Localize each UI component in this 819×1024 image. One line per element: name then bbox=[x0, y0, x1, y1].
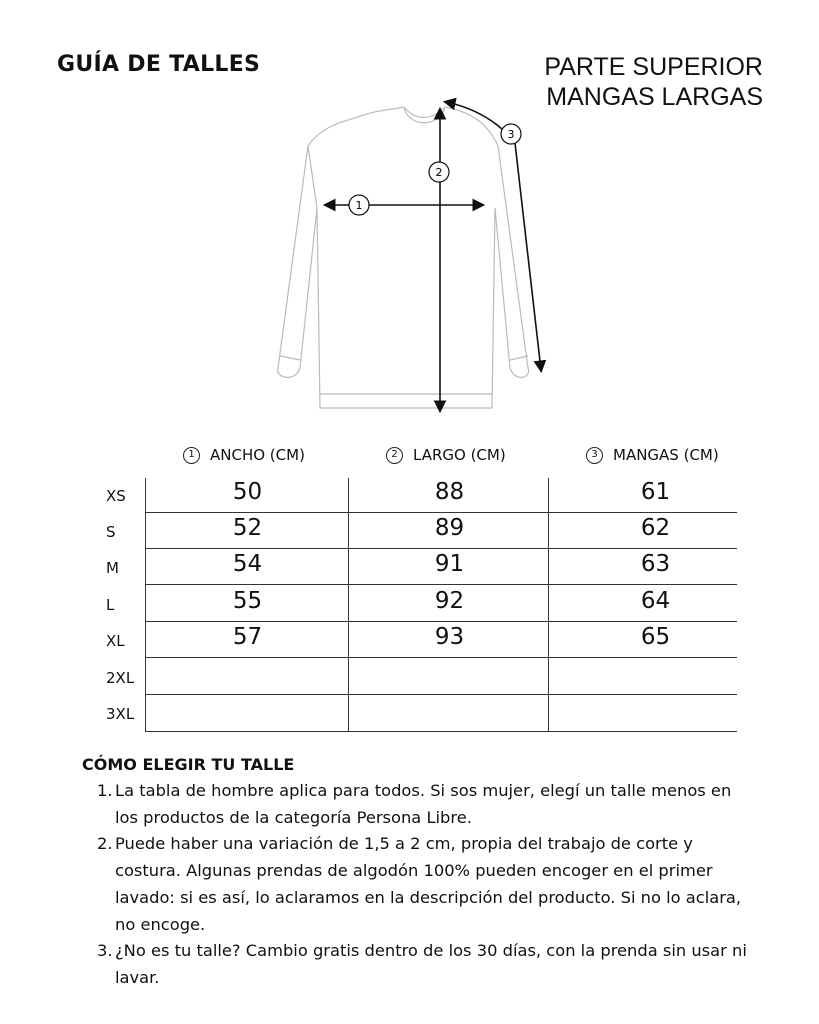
column-label-largo: LARGO (CM) bbox=[413, 446, 506, 464]
column-label-mangas: MANGAS (CM) bbox=[613, 446, 719, 464]
size-label: L bbox=[106, 596, 115, 614]
value-largo: 93 bbox=[434, 624, 465, 650]
page-title: GUÍA DE TALLES bbox=[57, 52, 261, 77]
value-mangas: 62 bbox=[640, 515, 671, 541]
table-row bbox=[100, 623, 740, 660]
howto-list bbox=[97, 778, 747, 992]
list-text: La tabla de hombre aplica para todos. Si sos mujer, elegí un talle menos en los productos de la categoría Persona Libre. bbox=[115, 781, 732, 827]
marker-2 bbox=[429, 162, 449, 182]
value-largo: 89 bbox=[434, 515, 465, 541]
list-number: 3. bbox=[97, 941, 113, 961]
list-item bbox=[97, 938, 747, 991]
column-label-ancho: ANCHO (CM) bbox=[210, 446, 305, 464]
garment-category bbox=[544, 52, 763, 112]
table-row bbox=[100, 660, 740, 697]
size-label: XS bbox=[106, 487, 126, 505]
value-ancho: 57 bbox=[232, 624, 263, 650]
size-label: 2XL bbox=[106, 669, 135, 687]
value-ancho: 54 bbox=[232, 551, 263, 577]
value-largo: 88 bbox=[434, 479, 465, 505]
column-number-2: 2 bbox=[386, 447, 403, 464]
list-text: ¿No es tu talle? Cambio gratis dentro de los 30 días, con la prenda sin usar ni lavar. bbox=[115, 941, 747, 987]
value-mangas: 65 bbox=[640, 624, 671, 650]
table-row bbox=[100, 514, 740, 551]
size-label: XL bbox=[106, 632, 125, 650]
column-number-3: 3 bbox=[586, 447, 603, 464]
long-sleeve-shirt-outline bbox=[278, 107, 529, 408]
svg-text:3: 3 bbox=[507, 128, 515, 141]
howto-title: CÓMO ELEGIR TU TALLE bbox=[82, 755, 295, 774]
table-row bbox=[100, 587, 740, 624]
svg-text:2: 2 bbox=[435, 166, 443, 179]
column-header-ancho bbox=[183, 446, 305, 464]
list-item bbox=[97, 831, 747, 938]
table-row bbox=[100, 550, 740, 587]
category-line-2: MANGAS LARGAS bbox=[546, 83, 763, 111]
list-text: Puede haber una variación de 1,5 a 2 cm, propia del trabajo de corte y costura. Algunas prendas de algodón 100% pueden encoger en el primer lavado: si es así, lo aclaramos en la descripción del producto. Si no lo aclara, no encoge. bbox=[115, 834, 742, 934]
category-line-1: PARTE SUPERIOR bbox=[544, 53, 763, 81]
size-label: 3XL bbox=[106, 705, 135, 723]
value-mangas: 61 bbox=[640, 479, 671, 505]
marker-3 bbox=[501, 124, 521, 144]
value-ancho: 55 bbox=[232, 588, 263, 614]
list-item bbox=[97, 778, 747, 831]
value-largo: 91 bbox=[434, 551, 465, 577]
value-largo: 92 bbox=[434, 588, 465, 614]
garment-diagram bbox=[270, 98, 560, 418]
value-ancho: 52 bbox=[232, 515, 263, 541]
size-label: M bbox=[106, 559, 119, 577]
size-table bbox=[100, 478, 740, 734]
value-mangas: 63 bbox=[640, 551, 671, 577]
value-ancho: 50 bbox=[232, 479, 263, 505]
table-row bbox=[100, 478, 740, 515]
list-number: 2. bbox=[97, 834, 113, 854]
column-number-1: 1 bbox=[183, 447, 200, 464]
column-header-mangas bbox=[586, 446, 719, 464]
value-mangas: 64 bbox=[640, 588, 671, 614]
svg-text:1: 1 bbox=[355, 199, 363, 212]
size-label: S bbox=[106, 523, 116, 541]
column-header-largo bbox=[386, 446, 506, 464]
marker-1 bbox=[349, 195, 369, 215]
table-row bbox=[100, 696, 740, 733]
list-number: 1. bbox=[97, 781, 113, 800]
